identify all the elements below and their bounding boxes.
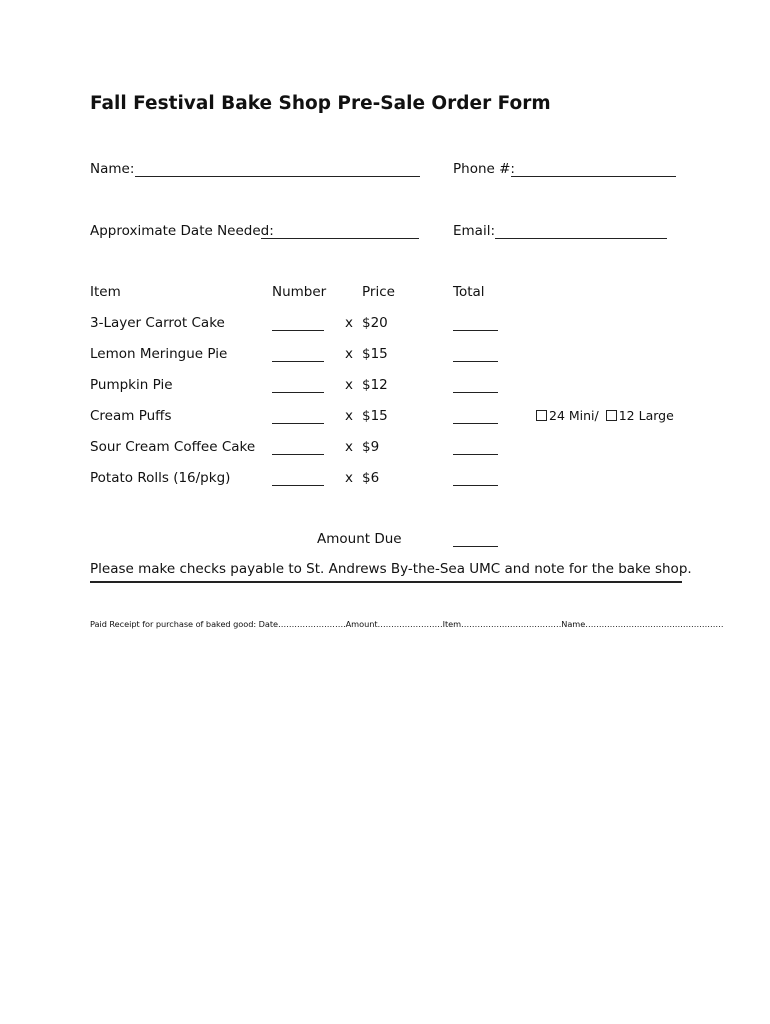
item-price: $6 — [362, 470, 380, 486]
multiply-sign: x — [345, 315, 353, 331]
item-column-header: Item — [90, 284, 121, 300]
date-needed-field[interactable] — [261, 238, 419, 239]
item-name: Sour Cream Coffee Cake — [90, 439, 256, 455]
item-price: $15 — [362, 408, 388, 424]
phone-label: Phone #: — [453, 161, 515, 177]
cream-puff-size-options — [536, 408, 674, 423]
quantity-field[interactable] — [272, 454, 324, 455]
quantity-field[interactable] — [272, 485, 324, 486]
name-label: Name: — [90, 161, 135, 177]
item-price: $15 — [362, 346, 388, 362]
paid-receipt-line: Paid Receipt for purchase of baked good: Date…………………….Amount……………………Item……………………………….Name…………………………………………… — [90, 619, 724, 629]
multiply-sign: x — [345, 470, 353, 486]
row-total-field[interactable] — [453, 485, 498, 486]
mini-option-label: 24 Mini/ — [549, 408, 599, 423]
amount-due-field[interactable] — [453, 546, 498, 547]
item-price: $9 — [362, 439, 380, 455]
amount-due-label: Amount Due — [317, 531, 402, 547]
multiply-sign: x — [345, 377, 353, 393]
date-needed-label: Approximate Date Needed: — [90, 223, 274, 239]
row-total-field[interactable] — [453, 330, 498, 331]
item-name: Potato Rolls (16/pkg) — [90, 470, 231, 486]
quantity-field[interactable] — [272, 392, 324, 393]
large-checkbox[interactable] — [606, 410, 617, 421]
item-name: Pumpkin Pie — [90, 377, 173, 393]
item-price: $20 — [362, 315, 388, 331]
quantity-field[interactable] — [272, 330, 324, 331]
total-column-header: Total — [453, 284, 485, 300]
row-total-field[interactable] — [453, 361, 498, 362]
name-field[interactable] — [135, 176, 420, 177]
quantity-field[interactable] — [272, 361, 324, 362]
email-field[interactable] — [495, 238, 667, 239]
multiply-sign: x — [345, 408, 353, 424]
number-column-header: Number — [272, 284, 327, 300]
item-name: Lemon Meringue Pie — [90, 346, 228, 362]
multiply-sign: x — [345, 439, 353, 455]
payment-note: Please make checks payable to St. Andrews By-the-Sea UMC and note for the bake shop. — [90, 561, 692, 577]
quantity-field[interactable] — [272, 423, 324, 424]
email-label: Email: — [453, 223, 496, 239]
item-name: Cream Puffs — [90, 408, 172, 424]
multiply-sign: x — [345, 346, 353, 362]
phone-field[interactable] — [511, 176, 676, 177]
price-column-header: Price — [362, 284, 395, 300]
row-total-field[interactable] — [453, 392, 498, 393]
row-total-field[interactable] — [453, 423, 498, 424]
mini-checkbox[interactable] — [536, 410, 547, 421]
item-price: $12 — [362, 377, 388, 393]
page-title: Fall Festival Bake Shop Pre-Sale Order Form — [90, 93, 551, 114]
large-option-label: 12 Large — [618, 408, 674, 423]
row-total-field[interactable] — [453, 454, 498, 455]
divider — [90, 581, 682, 583]
item-name: 3-Layer Carrot Cake — [90, 315, 225, 331]
